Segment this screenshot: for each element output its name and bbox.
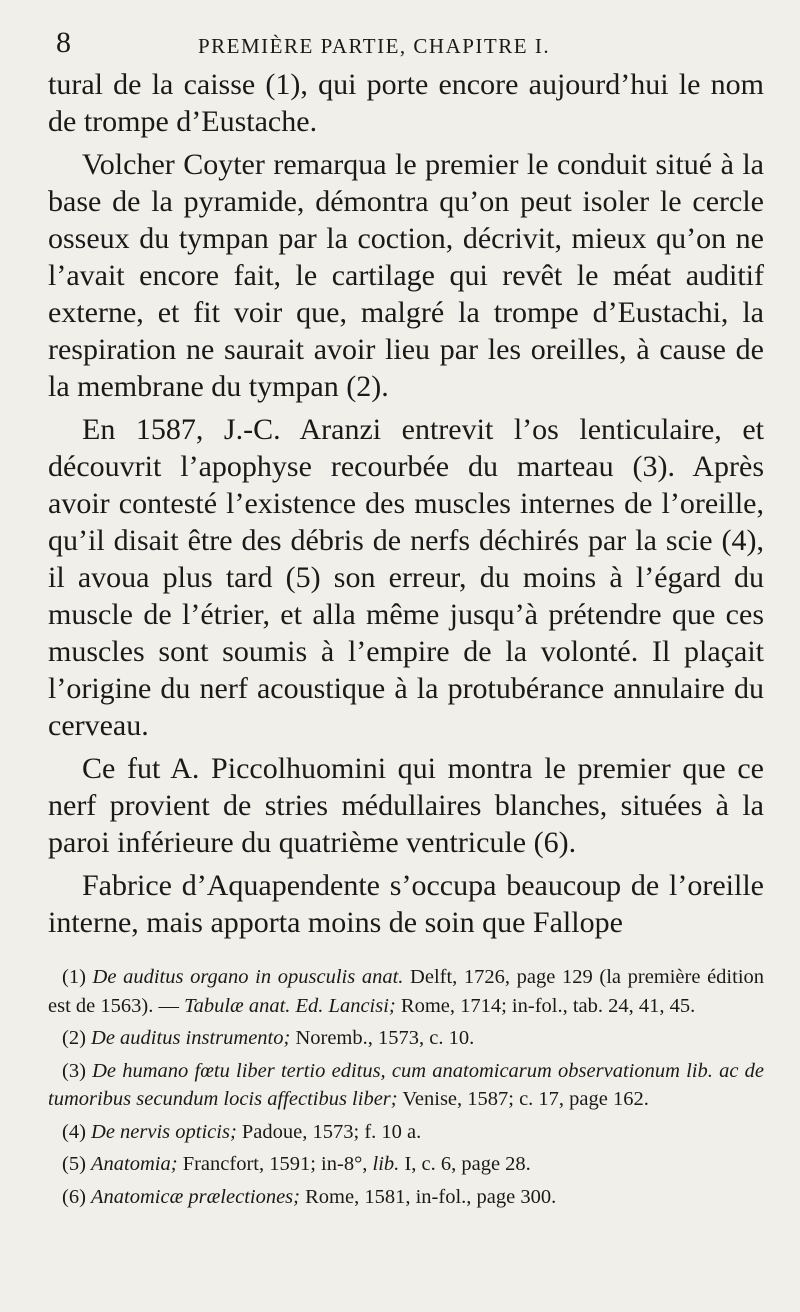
footnote-number: (4) [62, 1120, 86, 1143]
footnote-text: Delft, 1726, page 129 (la première édition est de 1563). — [48, 966, 765, 1017]
footnote-title: Anatomicæ prælectiones; [91, 1185, 300, 1208]
footnote-number: (1) [62, 966, 86, 988]
footnote-title: De humano fœtu liber tertio editus, cum anatomicarum observationum lib. ac de tumoribus secundum locis affectibus liber; [48, 1059, 764, 1110]
footnote-title: lib. [372, 1153, 400, 1175]
footnote [48, 1118, 764, 1147]
footnote-text: Rome, 1581, in-fol., page 300. [300, 1185, 557, 1208]
footnote-title: De auditus instrumento; [91, 1027, 291, 1049]
footnote-title: De nervis opticis; [91, 1120, 237, 1143]
footnote-text: Noremb., 1573, c. 10. [290, 1027, 475, 1049]
footnote-title: Anatomia; [91, 1153, 178, 1175]
paragraph: tural de la caisse (1), qui porte encore aujourd’hui le nom de trompe d’Eustache. [48, 68, 764, 138]
footnotes [48, 963, 764, 1211]
footnote-text: Padoue, 1573; f. 10 a. [236, 1120, 422, 1143]
footnote-title: Tabulæ anat. Ed. Lancisi; [184, 994, 396, 1017]
footnote-text: Rome, 1714; in-fol., tab. 24, 41, 45. [395, 994, 696, 1017]
footnote-title: De auditus organo in opusculis anat. [92, 966, 404, 988]
paragraph: Volcher Coyter remarqua le premier le conduit situé à la base de la pyramide, démontra qu’on peut isoler le cercle osseux du tympan par la coction, décrivit, mieux qu’on ne l’avait encore fait, le cartilage qui revêt le méat auditif externe, et fit voir que, malgré la trompe d’Eustachi, la respiration ne saurait avoir lieu par les oreilles, à cause de la membrane du tympan (2). [48, 148, 764, 403]
paragraph: Fabrice d’Aquapendente s’occupa beaucoup de l’oreille interne, mais apporta moins de soin que Fallope [48, 869, 764, 939]
footnote-number: (2) [62, 1027, 86, 1049]
footnote-text: I, c. 6, page 28. [399, 1153, 531, 1175]
page-header [48, 22, 764, 66]
footnote [48, 1183, 764, 1212]
footnote [48, 1024, 764, 1053]
footnote [48, 1150, 764, 1179]
footnote [48, 1057, 764, 1114]
footnote-number: (5) [62, 1153, 86, 1175]
running-head: PREMIÈRE PARTIE, CHAPITRE I. [198, 34, 551, 58]
footnote-number: (3) [62, 1059, 86, 1082]
page-number: 8 [56, 26, 71, 59]
body-text [48, 66, 764, 941]
footnote-text: Venise, 1587; c. 17, page 162. [397, 1088, 649, 1110]
footnote-number: (6) [62, 1185, 86, 1208]
paragraph: En 1587, J.-C. Aranzi entrevit l’os lenticulaire, et découvrit l’apophyse recourbée du marteau (3). Après avoir contesté l’existence des muscles internes de l’oreille, qu’il disait être des débris de nerfs déchirés par la scie (4), il avoua plus tard (5) son erreur, du moins à l’égard du muscle de l’étrier, et alla même jusqu’à prétendre que ces muscles sont soumis à l’empire de la volonté. Il plaçait l’origine du nerf acoustique à la protubérance annulaire du cerveau. [48, 413, 764, 742]
paragraph: Ce fut A. Piccolhuomini qui montra le premier que ce nerf provient de stries médullaires blanches, situées à la paroi inférieure du quatrième ventricule (6). [48, 752, 764, 859]
footnote-text: Francfort, 1591; in-8°, [177, 1153, 373, 1175]
footnote [48, 963, 764, 1020]
